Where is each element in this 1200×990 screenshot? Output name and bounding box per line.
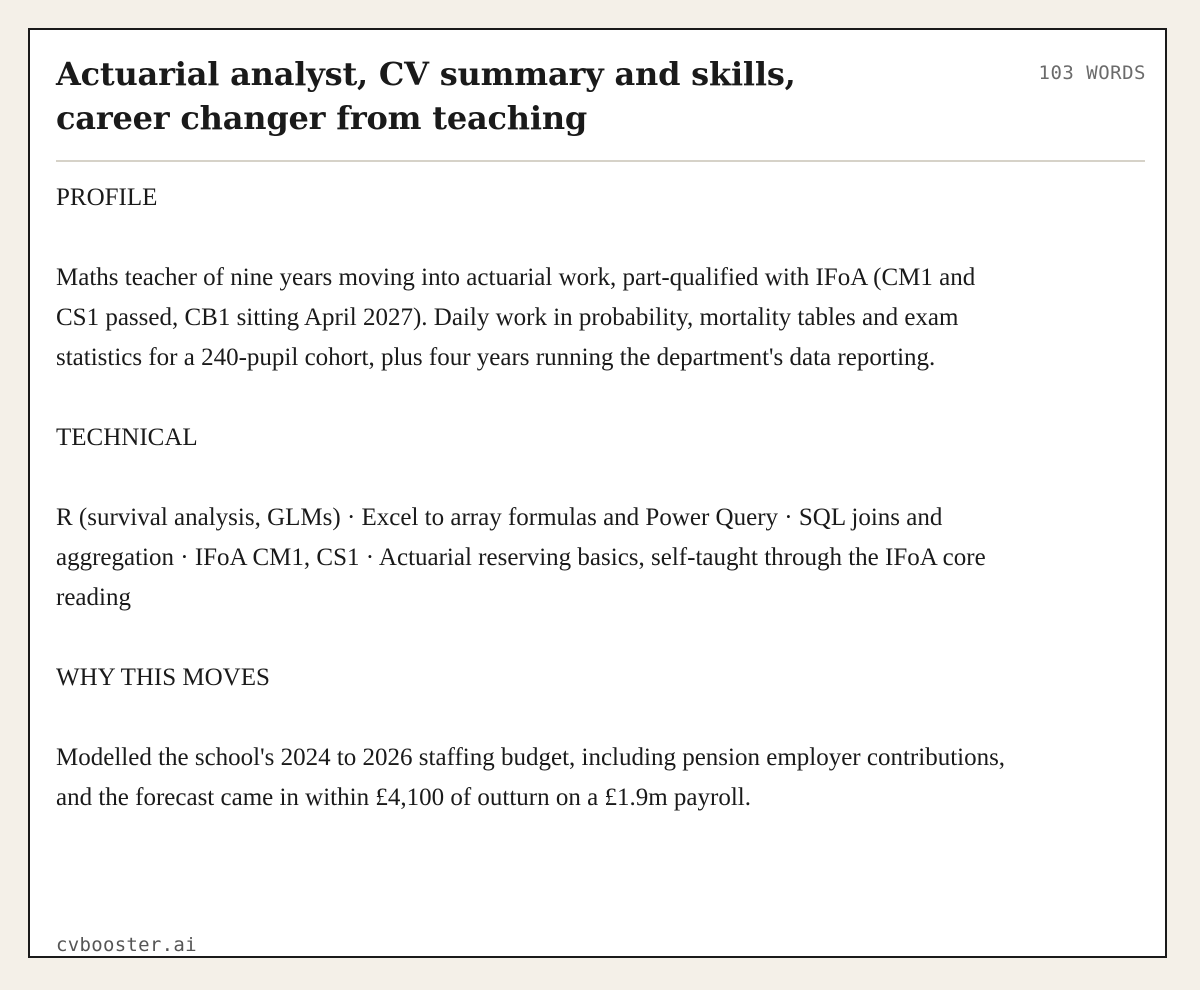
word-count-badge: 103 WORDS xyxy=(1038,62,1146,84)
title-line-2: career changer from teaching xyxy=(56,99,588,137)
brand-footer: cvbooster.ai xyxy=(56,934,197,956)
card-header xyxy=(56,52,1146,140)
technical-heading: TECHNICAL xyxy=(56,424,198,451)
profile-heading: PROFILE xyxy=(56,184,158,211)
technical-text: R (survival analysis, GLMs) · Excel to array formulas and Power Query · SQL joins and aggregation · IFoA CM1, CS1 · Actuarial reserving basics, self-taught through the IFoA core reading xyxy=(56,504,986,611)
header-divider xyxy=(56,160,1145,162)
page-title xyxy=(56,52,836,140)
profile-text: Maths teacher of nine years moving into actuarial work, part-qualified with IFoA (CM1 and CS1 passed, CB1 sitting April 2027). Daily work in probability, mortality tables and exam statistics for a 240-pupil cohort, plus four years running the department's data reporting. xyxy=(56,264,976,371)
title-line-1: Actuarial analyst, CV summary and skills, xyxy=(56,55,796,93)
why-this-moves-text: Modelled the school's 2024 to 2026 staffing budget, including pension employer contributions, and the forecast came in within £4,100 of outturn on a £1.9m payroll. xyxy=(56,744,1006,811)
why-this-moves-heading: WHY THIS MOVES xyxy=(56,664,270,691)
cv-body xyxy=(56,178,1016,858)
cv-summary-card xyxy=(28,28,1167,958)
